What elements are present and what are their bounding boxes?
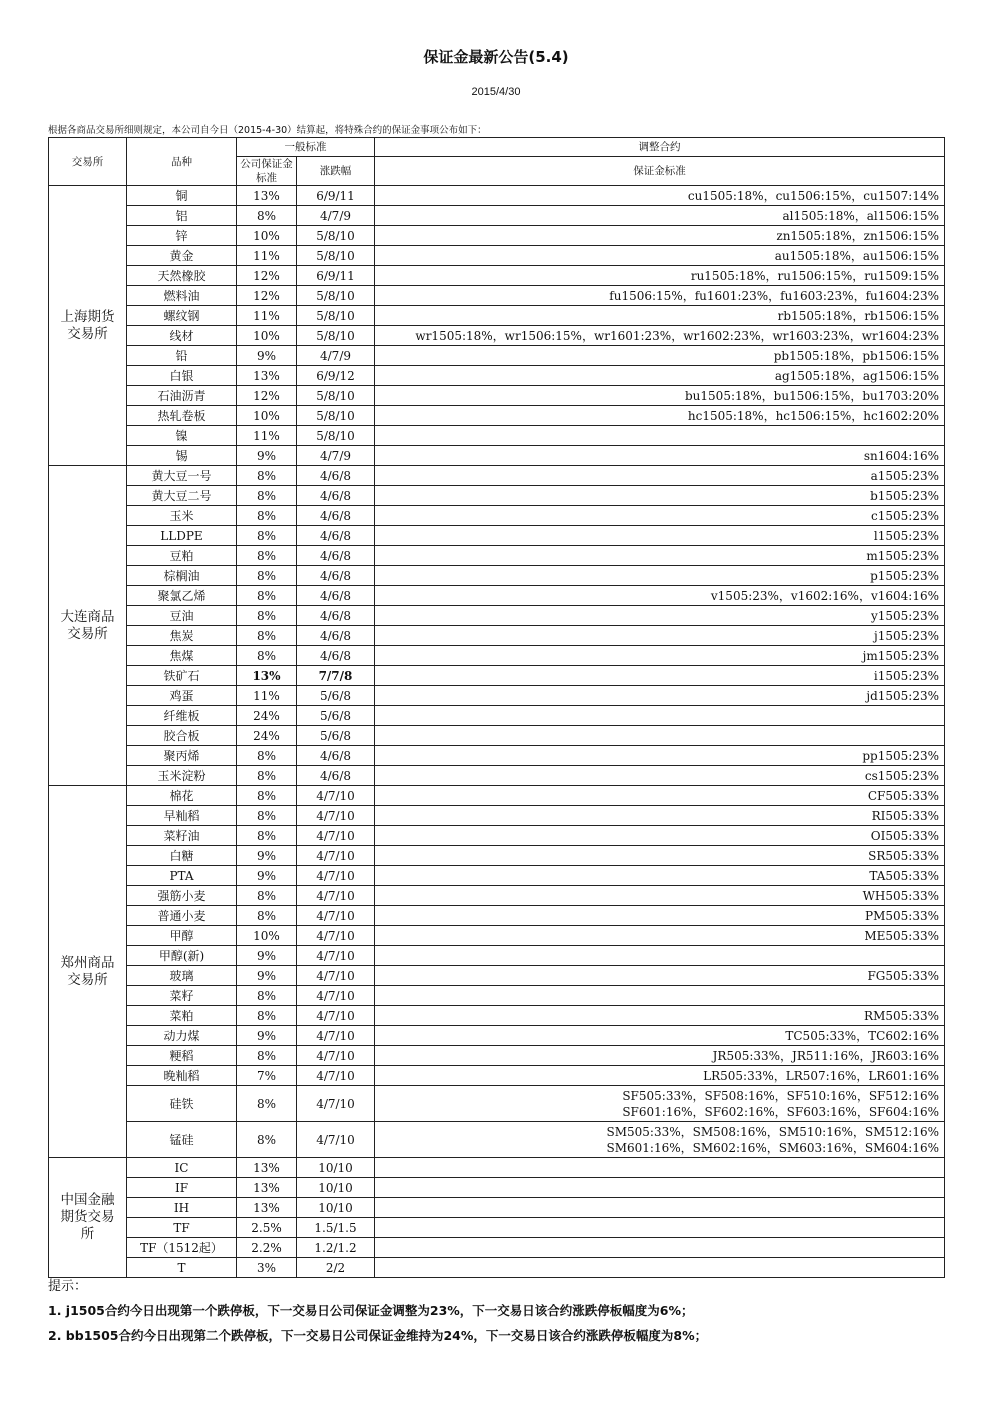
- adjusted-margin-cell: m1505:23%: [375, 546, 945, 566]
- margin-cell: 8%: [237, 646, 297, 666]
- margin-cell: 9%: [237, 966, 297, 986]
- table-row: [49, 666, 945, 686]
- table-row: [49, 826, 945, 846]
- margin-cell: 8%: [237, 986, 297, 1006]
- margin-cell: 2.5%: [237, 1218, 297, 1238]
- limit-cell: 4/7/10: [297, 846, 375, 866]
- header-adjusted-margin: 保证金标准: [375, 157, 945, 186]
- product-cell: 天然橡胶: [127, 266, 237, 286]
- limit-cell: 6/9/11: [297, 186, 375, 206]
- note-item: 2. bb1505合约今日出现第二个跌停板，下一交易日公司保证金维持为24%，下一交易日该合约涨跌停板幅度为8%；: [48, 1328, 708, 1343]
- table-row: [49, 846, 945, 866]
- product-cell: PTA: [127, 866, 237, 886]
- table-row: [49, 886, 945, 906]
- table-row: [49, 806, 945, 826]
- table-row: [49, 506, 945, 526]
- table-row: [49, 1046, 945, 1066]
- adjusted-margin-cell: [375, 1238, 945, 1258]
- limit-cell: 4/6/8: [297, 506, 375, 526]
- page-title: 保证金最新公告(5.4): [423, 48, 569, 66]
- adjusted-margin-cell: RI505:33%: [375, 806, 945, 826]
- table-row: [49, 966, 945, 986]
- limit-cell: 4/6/8: [297, 746, 375, 766]
- product-cell: 黄金: [127, 246, 237, 266]
- adjusted-margin-cell: fu1506:15%，fu1601:23%，fu1603:23%，fu1604:23%: [375, 286, 945, 306]
- limit-cell: 4/7/10: [297, 1086, 375, 1122]
- limit-cell: 5/6/8: [297, 726, 375, 746]
- adjusted-margin-cell: l1505:23%: [375, 526, 945, 546]
- margin-cell: 8%: [237, 566, 297, 586]
- table-row: [49, 326, 945, 346]
- limit-cell: 10/10: [297, 1178, 375, 1198]
- limit-cell: 5/8/10: [297, 226, 375, 246]
- margin-cell: 8%: [237, 526, 297, 546]
- table-row: [49, 1066, 945, 1086]
- adjusted-margin-cell: cs1505:23%: [375, 766, 945, 786]
- adjusted-margin-cell: hc1505:18%，hc1506:15%，hc1602:20%: [375, 406, 945, 426]
- adjusted-margin-cell: b1505:23%: [375, 486, 945, 506]
- limit-cell: 4/7/10: [297, 886, 375, 906]
- limit-cell: 1.5/1.5: [297, 1218, 375, 1238]
- margin-cell: 8%: [237, 886, 297, 906]
- product-cell: 普通小麦: [127, 906, 237, 926]
- margin-cell: 8%: [237, 1086, 297, 1122]
- adjusted-margin-cell: JR505:33%，JR511:16%，JR603:16%: [375, 1046, 945, 1066]
- adjusted-margin-cell: j1505:23%: [375, 626, 945, 646]
- limit-cell: 4/6/8: [297, 626, 375, 646]
- product-cell: 菜粕: [127, 1006, 237, 1026]
- adjusted-line: SF505:33%，SF508:16%，SF510:16%，SF512:16%: [622, 1088, 939, 1103]
- limit-cell: 10/10: [297, 1158, 375, 1178]
- table-row: [49, 1026, 945, 1046]
- margin-cell: 11%: [237, 246, 297, 266]
- document-date: 2015/4/30: [471, 86, 521, 98]
- table-row: [49, 286, 945, 306]
- product-cell: 玉米淀粉: [127, 766, 237, 786]
- limit-cell: 4/7/10: [297, 1006, 375, 1026]
- adjusted-margin-cell: pb1505:18%，pb1506:15%: [375, 346, 945, 366]
- product-cell: 镍: [127, 426, 237, 446]
- product-cell: 菜籽油: [127, 826, 237, 846]
- exchange-cell: 大连商品交易所: [49, 466, 127, 786]
- limit-cell: 4/6/8: [297, 586, 375, 606]
- limit-cell: 4/6/8: [297, 486, 375, 506]
- adjusted-margin-cell: v1505:23%，v1602:16%，v1604:16%: [375, 586, 945, 606]
- adjusted-margin-cell: TC505:33%，TC602:16%: [375, 1026, 945, 1046]
- limit-cell: 5/8/10: [297, 306, 375, 326]
- margin-cell: 8%: [237, 906, 297, 926]
- adjusted-margin-cell: [375, 426, 945, 446]
- product-cell: 燃料油: [127, 286, 237, 306]
- limit-cell: 7/7/8: [297, 666, 375, 686]
- adjusted-margin-cell: [375, 1218, 945, 1238]
- adjusted-margin-cell: [375, 986, 945, 1006]
- table-row: [49, 306, 945, 326]
- limit-cell: 4/7/10: [297, 786, 375, 806]
- margin-cell: 8%: [237, 786, 297, 806]
- adjusted-margin-cell: [375, 726, 945, 746]
- adjusted-margin-cell: jm1505:23%: [375, 646, 945, 666]
- note-item: 1. j1505合约今日出现第一个跌停板，下一交易日公司保证金调整为23%，下一交易日该合约涨跌停板幅度为6%；: [48, 1303, 694, 1318]
- adjusted-margin-cell: TA505:33%: [375, 866, 945, 886]
- product-cell: 白糖: [127, 846, 237, 866]
- adjusted-margin-cell: CF505:33%: [375, 786, 945, 806]
- header-company-margin: 公司保证金标准: [237, 157, 297, 186]
- table-row: [49, 706, 945, 726]
- table-row: [49, 646, 945, 666]
- table-row: [49, 426, 945, 446]
- adjusted-line: SF601:16%，SF602:16%，SF603:16%，SF604:16%: [622, 1104, 939, 1119]
- limit-cell: 4/7/10: [297, 926, 375, 946]
- adjusted-margin-cell: wr1505:18%，wr1506:15%，wr1601:23%，wr1602:23%，wr1603:23%，wr1604:23%: [375, 326, 945, 346]
- product-cell: 铜: [127, 186, 237, 206]
- margin-cell: 8%: [237, 826, 297, 846]
- adjusted-margin-cell: ag1505:18%，ag1506:15%: [375, 366, 945, 386]
- product-cell: 棕榈油: [127, 566, 237, 586]
- product-cell: IC: [127, 1158, 237, 1178]
- table-row: [49, 566, 945, 586]
- product-cell: LLDPE: [127, 526, 237, 546]
- product-cell: 聚氯乙烯: [127, 586, 237, 606]
- margin-cell: 8%: [237, 766, 297, 786]
- product-cell: 鸡蛋: [127, 686, 237, 706]
- header-adjusted: 调整合约: [375, 138, 945, 157]
- table-row: [49, 386, 945, 406]
- product-cell: 焦炭: [127, 626, 237, 646]
- table-row: [49, 1006, 945, 1026]
- limit-cell: 4/6/8: [297, 546, 375, 566]
- adjusted-margin-cell: ME505:33%: [375, 926, 945, 946]
- product-cell: 胶合板: [127, 726, 237, 746]
- adjusted-line: SM505:33%，SM508:16%，SM510:16%，SM512:16%: [606, 1124, 939, 1139]
- product-cell: 铅: [127, 346, 237, 366]
- margin-cell: 12%: [237, 286, 297, 306]
- product-cell: 强筋小麦: [127, 886, 237, 906]
- table-body: [49, 186, 945, 1278]
- margin-cell: 24%: [237, 726, 297, 746]
- limit-cell: 4/7/10: [297, 1046, 375, 1066]
- header-exchange: 交易所: [49, 138, 127, 186]
- table-row: [49, 586, 945, 606]
- limit-cell: 4/7/10: [297, 826, 375, 846]
- adjusted-margin-cell: FG505:33%: [375, 966, 945, 986]
- margin-cell: 8%: [237, 546, 297, 566]
- adjusted-margin-cell: sn1604:16%: [375, 446, 945, 466]
- margin-cell: 11%: [237, 426, 297, 446]
- product-cell: 石油沥青: [127, 386, 237, 406]
- product-cell: TF（1512起）: [127, 1238, 237, 1258]
- margin-cell: 8%: [237, 486, 297, 506]
- limit-cell: 4/6/8: [297, 466, 375, 486]
- margin-cell: 2.2%: [237, 1238, 297, 1258]
- table-row: [49, 206, 945, 226]
- product-cell: 锌: [127, 226, 237, 246]
- table-row: [49, 526, 945, 546]
- product-cell: IF: [127, 1178, 237, 1198]
- adjusted-margin-cell: c1505:23%: [375, 506, 945, 526]
- product-cell: 晚籼稻: [127, 1066, 237, 1086]
- product-cell: 热轧卷板: [127, 406, 237, 426]
- limit-cell: 4/7/10: [297, 906, 375, 926]
- margin-cell: 13%: [237, 186, 297, 206]
- adjusted-margin-cell: [375, 1178, 945, 1198]
- limit-cell: 4/7/10: [297, 866, 375, 886]
- limit-cell: 6/9/11: [297, 266, 375, 286]
- product-cell: 早籼稻: [127, 806, 237, 826]
- product-cell: T: [127, 1258, 237, 1278]
- adjusted-margin-cell: OI505:33%: [375, 826, 945, 846]
- product-cell: 动力煤: [127, 1026, 237, 1046]
- margin-cell: 10%: [237, 326, 297, 346]
- limit-cell: 4/7/10: [297, 806, 375, 826]
- table-row: [49, 726, 945, 746]
- product-cell: 豆粕: [127, 546, 237, 566]
- adjusted-margin-cell: [375, 706, 945, 726]
- margin-cell: 8%: [237, 1046, 297, 1066]
- margin-cell: 7%: [237, 1066, 297, 1086]
- limit-cell: 4/7/10: [297, 946, 375, 966]
- limit-cell: 4/7/10: [297, 1066, 375, 1086]
- limit-cell: 5/8/10: [297, 426, 375, 446]
- adjusted-margin-cell: cu1505:18%，cu1506:15%，cu1507:14%: [375, 186, 945, 206]
- product-cell: IH: [127, 1198, 237, 1218]
- margin-cell: 8%: [237, 466, 297, 486]
- limit-cell: 4/7/9: [297, 206, 375, 226]
- table-row: [49, 746, 945, 766]
- table-row: [49, 1158, 945, 1178]
- margin-cell: 9%: [237, 846, 297, 866]
- product-cell: 线材: [127, 326, 237, 346]
- adjusted-margin-cell: a1505:23%: [375, 466, 945, 486]
- table-row: [49, 466, 945, 486]
- product-cell: TF: [127, 1218, 237, 1238]
- product-cell: 菜籽: [127, 986, 237, 1006]
- table-row: [49, 986, 945, 1006]
- table-row: [49, 266, 945, 286]
- margin-cell: 8%: [237, 1122, 297, 1158]
- limit-cell: 1.2/1.2: [297, 1238, 375, 1258]
- limit-cell: 5/8/10: [297, 326, 375, 346]
- table-row: [49, 1086, 945, 1122]
- product-cell: 锰硅: [127, 1122, 237, 1158]
- limit-cell: 4/6/8: [297, 566, 375, 586]
- product-cell: 玻璃: [127, 966, 237, 986]
- limit-cell: 4/7/10: [297, 1026, 375, 1046]
- limit-cell: 5/8/10: [297, 286, 375, 306]
- margin-cell: 9%: [237, 1026, 297, 1046]
- margin-cell: 9%: [237, 446, 297, 466]
- table-row: [49, 546, 945, 566]
- adjusted-margin-cell: [375, 946, 945, 966]
- limit-cell: 2/2: [297, 1258, 375, 1278]
- adjusted-margin-cell: [375, 1158, 945, 1178]
- adjusted-margin-cell: PM505:33%: [375, 906, 945, 926]
- limit-cell: 4/6/8: [297, 646, 375, 666]
- adjusted-margin-cell: zn1505:18%，zn1506:15%: [375, 226, 945, 246]
- adjusted-margin-cell: SR505:33%: [375, 846, 945, 866]
- table-row: [49, 926, 945, 946]
- margin-cell: 8%: [237, 586, 297, 606]
- table-row: [49, 906, 945, 926]
- exchange-cell: 郑州商品交易所: [49, 786, 127, 1158]
- margin-cell: 8%: [237, 626, 297, 646]
- limit-cell: 4/6/8: [297, 766, 375, 786]
- table-row: [49, 626, 945, 646]
- adjusted-margin-cell: p1505:23%: [375, 566, 945, 586]
- header-limit: 涨跌幅: [297, 157, 375, 186]
- table-row: [49, 1218, 945, 1238]
- adjusted-margin-cell: [375, 1198, 945, 1218]
- product-cell: 螺纹钢: [127, 306, 237, 326]
- limit-cell: 5/6/8: [297, 686, 375, 706]
- product-cell: 焦煤: [127, 646, 237, 666]
- margin-cell: 8%: [237, 506, 297, 526]
- product-cell: 黄大豆二号: [127, 486, 237, 506]
- limit-cell: 6/9/12: [297, 366, 375, 386]
- exchange-cell: 上海期货交易所: [49, 186, 127, 466]
- table-row: [49, 186, 945, 206]
- header-product: 品种: [127, 138, 237, 186]
- product-cell: 铁矿石: [127, 666, 237, 686]
- header-general: 一般标准: [237, 138, 375, 157]
- product-cell: 棉花: [127, 786, 237, 806]
- margin-cell: 3%: [237, 1258, 297, 1278]
- adjusted-margin-cell: RM505:33%: [375, 1006, 945, 1026]
- margin-cell: 10%: [237, 406, 297, 426]
- product-cell: 玉米: [127, 506, 237, 526]
- product-cell: 铝: [127, 206, 237, 226]
- adjusted-margin-cell: i1505:23%: [375, 666, 945, 686]
- margin-cell: 8%: [237, 806, 297, 826]
- margin-cell: 9%: [237, 346, 297, 366]
- table-row: [49, 446, 945, 466]
- margin-cell: 13%: [237, 1178, 297, 1198]
- table-row: [49, 1122, 945, 1158]
- margin-cell: 11%: [237, 306, 297, 326]
- margin-cell: 13%: [237, 1198, 297, 1218]
- margin-cell: 8%: [237, 206, 297, 226]
- adjusted-margin-cell: ru1505:18%，ru1506:15%，ru1509:15%: [375, 266, 945, 286]
- adjusted-margin-cell: al1505:18%，al1506:15%: [375, 206, 945, 226]
- margin-cell: 12%: [237, 266, 297, 286]
- margin-cell: 10%: [237, 926, 297, 946]
- product-cell: 纤维板: [127, 706, 237, 726]
- adjusted-margin-cell: pp1505:23%: [375, 746, 945, 766]
- notes: [48, 1275, 707, 1344]
- table-row: [49, 246, 945, 266]
- product-cell: 甲醇(新): [127, 946, 237, 966]
- adjusted-margin-cell: y1505:23%: [375, 606, 945, 626]
- product-cell: 白银: [127, 366, 237, 386]
- table-row: [49, 946, 945, 966]
- table-row: [49, 686, 945, 706]
- limit-cell: 5/8/10: [297, 386, 375, 406]
- table-row: [49, 866, 945, 886]
- limit-cell: 4/7/10: [297, 966, 375, 986]
- product-cell: 锡: [127, 446, 237, 466]
- exchange-cell: 中国金融期货交易所: [49, 1158, 127, 1278]
- adjusted-margin-cell: [375, 1122, 945, 1158]
- margin-cell: 13%: [237, 1158, 297, 1178]
- margin-cell: 9%: [237, 866, 297, 886]
- product-cell: 硅铁: [127, 1086, 237, 1122]
- adjusted-margin-cell: WH505:33%: [375, 886, 945, 906]
- table-row: [49, 606, 945, 626]
- adjusted-line: SM601:16%，SM602:16%，SM603:16%，SM604:16%: [606, 1140, 939, 1155]
- margin-cell: 13%: [237, 666, 297, 686]
- margin-cell: 9%: [237, 946, 297, 966]
- product-cell: 聚丙烯: [127, 746, 237, 766]
- table-row: [49, 1178, 945, 1198]
- product-cell: 甲醇: [127, 926, 237, 946]
- limit-cell: 4/7/9: [297, 446, 375, 466]
- limit-cell: 5/6/8: [297, 706, 375, 726]
- limit-cell: 5/8/10: [297, 246, 375, 266]
- adjusted-margin-cell: [375, 1086, 945, 1122]
- adjusted-margin-cell: bu1505:18%，bu1506:15%，bu1703:20%: [375, 386, 945, 406]
- limit-cell: 4/7/9: [297, 346, 375, 366]
- margin-table: [48, 137, 945, 1278]
- table-row: [49, 226, 945, 246]
- margin-cell: 8%: [237, 1006, 297, 1026]
- table-row: [49, 486, 945, 506]
- margin-cell: 8%: [237, 746, 297, 766]
- product-cell: 粳稻: [127, 1046, 237, 1066]
- product-cell: 黄大豆一号: [127, 466, 237, 486]
- margin-cell: 24%: [237, 706, 297, 726]
- table-row: [49, 406, 945, 426]
- limit-cell: 4/6/8: [297, 606, 375, 626]
- intro-text: 根据各商品交易所细则规定，本公司自今日（2015-4-30）结算起，将特殊合约的保证金事项公布如下：: [48, 125, 487, 136]
- margin-cell: 10%: [237, 226, 297, 246]
- table-row: [49, 346, 945, 366]
- table-row: [49, 366, 945, 386]
- adjusted-margin-cell: jd1505:23%: [375, 686, 945, 706]
- limit-cell: 4/6/8: [297, 526, 375, 546]
- margin-cell: 8%: [237, 606, 297, 626]
- limit-cell: 10/10: [297, 1198, 375, 1218]
- adjusted-margin-cell: LR505:33%，LR507:16%，LR601:16%: [375, 1066, 945, 1086]
- notes-label: 提示：: [48, 1279, 88, 1294]
- adjusted-margin-cell: au1505:18%，au1506:15%: [375, 246, 945, 266]
- adjusted-margin-cell: rb1505:18%，rb1506:15%: [375, 306, 945, 326]
- product-cell: 豆油: [127, 606, 237, 626]
- margin-cell: 13%: [237, 366, 297, 386]
- limit-cell: 4/7/10: [297, 1122, 375, 1158]
- table-row: [49, 1238, 945, 1258]
- table-row: [49, 786, 945, 806]
- table-row: [49, 766, 945, 786]
- limit-cell: 5/8/10: [297, 406, 375, 426]
- limit-cell: 4/7/10: [297, 986, 375, 1006]
- table-row: [49, 1198, 945, 1218]
- margin-cell: 11%: [237, 686, 297, 706]
- margin-cell: 12%: [237, 386, 297, 406]
